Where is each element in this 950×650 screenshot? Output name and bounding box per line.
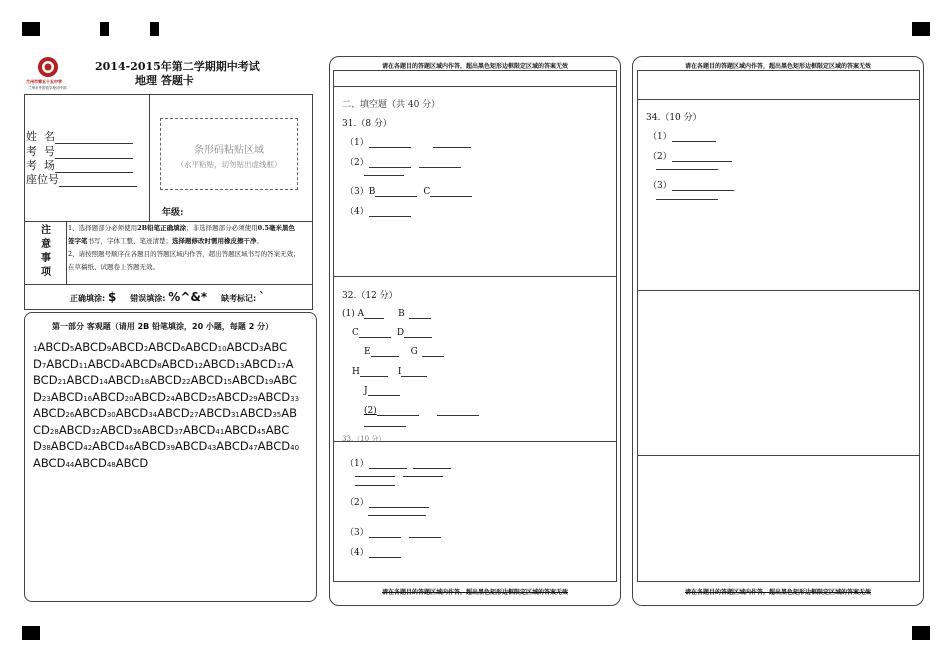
question-number: 46 <box>124 444 134 452</box>
question-number: 40 <box>290 444 300 452</box>
q34-answer-3[interactable]: （3） <box>648 178 734 191</box>
question-number: 32 <box>91 427 101 436</box>
question-number: 22 <box>181 378 191 386</box>
col3-frame <box>637 70 920 582</box>
question-number: 2 <box>143 345 149 353</box>
answer-grid-line <box>33 390 313 407</box>
barcode-title: 条形码粘贴区域 <box>194 145 264 156</box>
q32-answer-eg[interactable]: E G <box>364 346 444 357</box>
answer-options[interactable]: ABCD <box>202 356 236 371</box>
exam-no-label: 考 号 <box>26 145 55 158</box>
fill-example <box>70 290 265 304</box>
answer-grid-line <box>33 340 313 357</box>
answer-grid-line <box>33 456 313 473</box>
answer-options[interactable]: ABCD <box>50 389 84 404</box>
question-number: 41 <box>215 427 225 436</box>
q33-answer-3[interactable]: （3） <box>345 525 441 538</box>
question-number: 42 <box>83 444 93 452</box>
q34-answer-3-extra[interactable] <box>656 199 718 200</box>
notes-text <box>68 222 312 274</box>
answer-options[interactable]: ABCD <box>257 389 291 404</box>
answer-options[interactable]: ABCD <box>107 373 141 387</box>
answer-options[interactable]: ABCD <box>198 406 231 420</box>
question-number: 3 <box>258 345 264 353</box>
answer-options[interactable]: ABCD <box>174 439 208 453</box>
question-number: 14 <box>98 378 108 386</box>
question-number: 44 <box>65 460 75 469</box>
answer-options[interactable]: ABCD <box>182 422 216 437</box>
corner-mark-bottom-left <box>22 626 40 640</box>
answer-options[interactable]: ABCD <box>115 406 149 420</box>
question-number: 7 <box>41 361 47 370</box>
question-number: 21 <box>57 378 67 386</box>
answer-options[interactable]: ABCD <box>224 422 257 437</box>
absent-label: 缺考标记: <box>221 294 257 303</box>
corner-mark-top-right <box>912 22 930 36</box>
answer-options[interactable]: ABCD <box>239 406 273 420</box>
notes-line-2: 签字笔书写，字体工整、笔迹清楚；选择题修改时需用橡皮擦干净。 <box>68 237 263 245</box>
correct-fill-mark: $ <box>108 290 117 304</box>
question-number: 15 <box>223 378 232 386</box>
question-number: 17 <box>276 361 286 370</box>
question-number: 45 <box>256 427 266 436</box>
q34-answer-1[interactable]: （1） <box>648 129 716 142</box>
question-number: 35 <box>272 411 282 419</box>
question-number: 29 <box>248 394 258 403</box>
q31-answer-2[interactable]: （2） <box>345 155 461 168</box>
question-number: 30 <box>106 411 116 419</box>
notes-title-char-4: 项 <box>41 267 51 278</box>
question-number: 11 <box>78 361 88 370</box>
answer-options[interactable]: ABCD <box>190 373 224 387</box>
answer-options[interactable]: D <box>33 389 42 404</box>
question-32: 32.（12 分） <box>342 291 398 301</box>
answer-options[interactable]: ABCD <box>133 439 166 453</box>
question-number: 16 <box>83 394 93 403</box>
part1-title: 第一部分 客观题（请用 2B 铅笔填涂，20 小题，每题 2 分） <box>52 322 274 331</box>
answer-options[interactable]: ABCD <box>100 422 133 437</box>
answer-options[interactable]: ABCD <box>232 373 265 387</box>
question-number: 27 <box>189 411 199 419</box>
answer-options[interactable]: ABCD <box>226 340 259 354</box>
seat-line[interactable] <box>59 176 137 187</box>
question-34: 34.（10 分） <box>646 113 702 123</box>
question-number: 23 <box>41 394 51 403</box>
question-number: 37 <box>174 427 183 436</box>
answer-options[interactable]: ABCD <box>33 406 66 420</box>
answer-options[interactable]: A <box>285 356 294 371</box>
notes-title-char-1: 注 <box>41 225 51 236</box>
answer-options[interactable]: ABCD <box>157 406 190 420</box>
answer-options[interactable]: ABCD <box>149 373 182 387</box>
answer-options[interactable]: ABCD <box>92 439 125 453</box>
q31-answer-4[interactable]: （4） <box>345 204 411 217</box>
answer-options[interactable]: ABCD <box>111 340 144 354</box>
answer-options[interactable]: ABCD <box>216 389 249 404</box>
answer-options[interactable]: ABCD <box>74 340 107 354</box>
answer-options[interactable]: ABCD <box>124 356 158 371</box>
q33-answer-1-extra-b[interactable] <box>403 476 443 477</box>
answer-grid-line <box>33 373 313 390</box>
q31-answer-2-extra[interactable] <box>364 175 404 176</box>
seat-label: 座位号 <box>26 173 59 186</box>
answer-options[interactable]: ABCD <box>37 340 70 354</box>
q32-answer-ab[interactable]: (1) A B <box>342 308 431 319</box>
q32-answer-hi[interactable]: H I <box>352 366 427 377</box>
q32-answer-2-extra[interactable] <box>364 426 406 427</box>
answer-grid-line <box>33 439 313 456</box>
answer-options[interactable]: ABCD <box>33 455 66 470</box>
answer-options[interactable]: D <box>33 439 42 453</box>
seat-field[interactable] <box>26 171 137 187</box>
answer-options[interactable]: ABCD <box>216 439 249 453</box>
question-number: 39 <box>165 444 175 452</box>
question-number: 38 <box>41 444 51 452</box>
question-number: 24 <box>165 394 175 403</box>
q31-answer-1[interactable]: （1） <box>345 135 471 148</box>
q33-answer-1-extra-a[interactable] <box>355 476 395 477</box>
col3-header-divider <box>637 99 920 100</box>
q33-answer-2-extra[interactable] <box>368 515 426 516</box>
col3-top-notice: 请在各题目的答题区域内作答，超出黑色矩形边框限定区域的答案无效 <box>684 63 871 70</box>
q32-answer-j[interactable]: J <box>364 385 400 396</box>
logo-subtext: 兰州市外国语学校初中部 <box>28 86 67 90</box>
answer-options[interactable]: ABCD <box>161 356 194 371</box>
q33-answer-1-extra-c[interactable] <box>355 485 395 486</box>
question-number: 10 <box>217 345 227 353</box>
question-number: 43 <box>207 444 217 452</box>
notes-title-char-3: 事 <box>41 253 51 264</box>
question-number: 6 <box>180 345 186 353</box>
answer-options[interactable]: ABCD <box>244 356 277 371</box>
name-field[interactable] <box>26 128 133 144</box>
answer-options[interactable]: AB <box>281 406 298 420</box>
answer-options[interactable]: ABCD <box>46 356 79 371</box>
q33-answer-2[interactable]: （2） <box>345 495 429 508</box>
corner-mark-top-left <box>22 22 40 36</box>
q32-answer-2[interactable]: (2) <box>364 405 479 416</box>
question-number: 8 <box>157 361 162 370</box>
question-number: 18 <box>140 378 150 386</box>
room-label: 考 场 <box>26 159 55 172</box>
question-number: 25 <box>207 394 217 403</box>
q32-answer-cd[interactable]: C D <box>352 327 432 338</box>
answer-options[interactable]: ABCD <box>257 439 291 453</box>
answer-options[interactable]: ABC <box>263 340 288 354</box>
answer-grid-line <box>33 357 313 374</box>
col3-divider-2 <box>637 455 920 456</box>
col2-top-notice: 请在各题目的答题区域内作答，超出黑色矩形边框限定区域的答案无效 <box>381 63 568 70</box>
exam-subtitle: 地理 答题卡 <box>135 74 194 87</box>
logo-text: 兰州市第五十五中学 <box>26 79 62 84</box>
answer-grid[interactable] <box>33 340 313 472</box>
answer-options[interactable]: ABCD <box>115 455 149 470</box>
notes-line-1: 1、选择题部分必须使用2B铅笔正确填涂；非选择题部分必须使用0.5毫米黑色 <box>68 224 295 232</box>
answer-options[interactable]: ABCD <box>50 439 84 453</box>
q33-answer-4[interactable]: （4） <box>345 545 401 558</box>
q33-answer-1[interactable]: （1） <box>345 456 451 469</box>
barcode-area <box>160 118 298 190</box>
question-number: 31 <box>230 411 240 419</box>
answer-options[interactable]: D <box>33 356 42 371</box>
answer-options[interactable]: ABCD <box>58 422 92 437</box>
answer-options[interactable]: ABC <box>265 422 290 437</box>
exam-title: 2014-2015年第二学期期中考试 <box>95 60 260 73</box>
notes-title-char-2: 意 <box>41 239 51 250</box>
school-logo <box>26 55 82 93</box>
corner-mark-top-2 <box>100 22 109 36</box>
col2-bottom-notice: 请在各题目的答题区域内作答，超出黑色矩形边框限定区域的答案无效 <box>381 589 568 596</box>
correct-fill-label: 正确填涂: <box>70 294 106 303</box>
question-number: 4 <box>120 361 125 370</box>
answer-options[interactable]: ABCD <box>92 389 125 404</box>
answer-options[interactable]: ABCD <box>141 422 175 437</box>
question-number: 28 <box>49 427 59 436</box>
question-number: 9 <box>106 345 112 353</box>
info-divider <box>149 94 150 222</box>
question-33: 33.（10 分） <box>342 435 386 443</box>
answer-options[interactable]: ABCD <box>74 455 107 470</box>
answer-options[interactable]: ABCD <box>174 389 208 404</box>
answer-grid-line <box>33 423 313 440</box>
question-number: 47 <box>248 444 258 452</box>
answer-options[interactable]: CD <box>33 422 50 437</box>
grade-label: 年级: <box>162 208 184 218</box>
notes-line-3: 2、请按照题号顺序在各题目的答题区域内作答，超出答题区域书写的答案无效； <box>68 250 300 258</box>
answer-options[interactable]: ABCD <box>148 340 181 354</box>
question-31: 31.（8 分） <box>342 119 392 129</box>
question-number: 1 <box>33 345 38 353</box>
answer-options[interactable]: ABCD <box>185 340 218 354</box>
q31-answer-3[interactable]: （3）B C <box>345 184 472 197</box>
absent-mark: ` <box>259 290 266 304</box>
col2-header-divider <box>333 86 617 87</box>
barcode-hint: （水平粘贴，切勿贴出虚线框） <box>176 160 282 169</box>
answer-options[interactable]: ABC <box>273 373 297 387</box>
notes-title <box>38 224 54 280</box>
question-number: 13 <box>235 361 245 370</box>
wrong-fill-label: 错误填涂: <box>130 294 166 303</box>
q34-answer-2[interactable]: （2） <box>648 149 732 162</box>
col3-bottom-notice: 请在各题目的答题区域内作答，超出黑色矩形边框限定区域的答案无效 <box>684 589 871 596</box>
question-number: 48 <box>106 460 116 469</box>
col3-divider-1 <box>637 290 920 291</box>
col2-divider-1 <box>333 276 617 277</box>
answer-options[interactable]: ABCD <box>133 389 166 404</box>
question-number: 19 <box>264 378 274 386</box>
q34-answer-2-extra[interactable] <box>656 169 718 170</box>
corner-mark-bottom-right <box>912 626 930 640</box>
notes-line-4: 在草稿纸、试题卷上答题无效。 <box>68 263 159 271</box>
name-label: 姓 名 <box>26 130 55 143</box>
corner-mark-top-3 <box>150 22 159 36</box>
question-number: 26 <box>65 411 75 419</box>
answer-options[interactable]: BCD <box>33 373 58 387</box>
answer-grid-line <box>33 406 313 423</box>
answer-options[interactable]: ABCD <box>87 356 121 371</box>
answer-options[interactable]: ABCD <box>74 406 107 420</box>
wrong-fill-mark: %^&* <box>168 290 208 304</box>
answer-options[interactable]: ABCD <box>66 373 99 387</box>
notes-divider <box>66 221 67 285</box>
question-number: 36 <box>132 427 142 436</box>
question-number: 34 <box>148 411 158 419</box>
question-number: 5 <box>69 345 75 353</box>
question-number: 33 <box>290 394 300 403</box>
question-number: 12 <box>194 361 203 370</box>
question-number: 20 <box>124 394 134 403</box>
section-title: 二、填空题（共 40 分） <box>342 100 441 110</box>
